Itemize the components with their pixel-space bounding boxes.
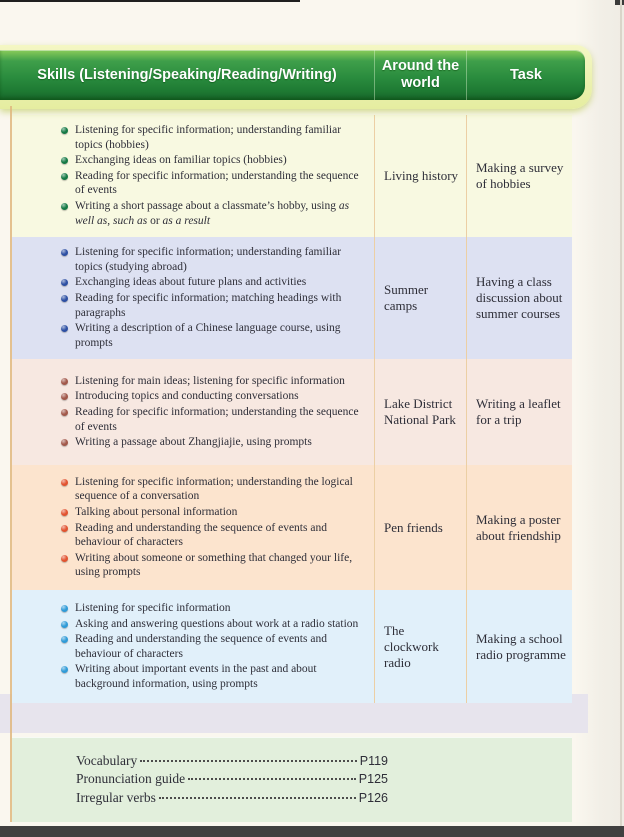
- dotted-leader: [140, 760, 357, 762]
- around-the-world-text: Living history: [384, 168, 459, 184]
- bullet-icon: [61, 393, 68, 400]
- skill-text: Asking and answering questions about work at a radio station: [75, 617, 359, 630]
- skill-text: Introducing topics and conducting conversations: [75, 390, 299, 403]
- around-the-world-text: Pen friends: [384, 519, 443, 535]
- table-left-border: [10, 106, 12, 822]
- scan-edge-top: [0, 0, 300, 2]
- table-header-glow: [0, 45, 592, 109]
- header-around-the-world: [374, 50, 466, 100]
- skill-item: [61, 291, 368, 320]
- appendix-item: [76, 789, 388, 808]
- skill-text: Writing a passage about Zhangjiajie, using prompts: [75, 436, 312, 449]
- skill-item: [61, 199, 368, 228]
- skill-text: Reading for specific information; understanding the sequence of events: [75, 169, 359, 197]
- skill-item: [61, 275, 368, 290]
- around-the-world-text: Summer camps: [384, 282, 429, 314]
- appendix-item-label: Irregular verbs: [76, 789, 156, 805]
- skill-item: [61, 405, 368, 434]
- around-the-world-cell: [374, 465, 466, 590]
- dotted-leader: [159, 797, 356, 799]
- appendix-item-page: P119: [359, 753, 388, 768]
- task-cell: [466, 115, 572, 237]
- header-task-label: Task: [510, 66, 542, 83]
- dotted-leader: [188, 778, 356, 780]
- skills-list: [12, 590, 374, 703]
- bullet-icon: [61, 666, 68, 673]
- bullet-icon: [61, 605, 68, 612]
- bullet-icon: [61, 525, 68, 532]
- bullet-icon: [61, 555, 68, 562]
- appendix-item: [76, 752, 388, 771]
- appendix-item-label: Vocabulary: [76, 752, 138, 768]
- scan-edge-bottom: [0, 826, 624, 837]
- around-the-world-text: Lake District National Park: [384, 396, 456, 428]
- table-row: [12, 359, 572, 465]
- skill-item: [61, 169, 368, 198]
- header-skills-label: Skills (Listening/Speaking/Reading/Writing): [37, 66, 337, 83]
- around-the-world-cell: [374, 590, 466, 703]
- around-the-world-cell: [374, 359, 466, 465]
- bullet-icon: [61, 378, 68, 385]
- skill-item: [61, 521, 368, 550]
- skill-text: Writing a description of a Chinese language course, using prompts: [75, 322, 341, 349]
- page-edge-line: [620, 0, 622, 837]
- skill-item: [61, 435, 368, 450]
- skill-item: [61, 245, 368, 274]
- skill-item: [61, 505, 368, 520]
- task-cell: [466, 359, 572, 465]
- skill-text: Exchanging ideas about future plans and activities: [75, 276, 307, 289]
- skill-text: Exchanging ideas on familiar topics (hobbies): [75, 154, 287, 167]
- around-the-world-text: The clockwork radio: [384, 623, 439, 670]
- skill-text: Writing about someone or something that changed your life, using prompts: [75, 551, 353, 579]
- skill-text: Reading for specific information; matching headings with paragraphs: [75, 291, 342, 319]
- skill-item: [61, 551, 368, 580]
- contents-table-rows: [12, 115, 572, 703]
- bullet-icon: [61, 295, 68, 302]
- bullet-icon: [61, 173, 68, 180]
- skill-item: [61, 662, 368, 691]
- skill-item: [61, 321, 368, 350]
- task-text: Having a class discussion about summer courses: [476, 274, 563, 322]
- skill-item: [61, 617, 368, 632]
- table-header: [0, 50, 585, 100]
- appendix-list: [76, 752, 388, 808]
- task-text: Making a survey of hobbies: [476, 160, 564, 192]
- skill-text: Reading and understanding the sequence of events and behaviour of characters: [75, 521, 327, 549]
- header-skills: [0, 65, 374, 86]
- table-row: [12, 465, 572, 590]
- skill-text: Listening for specific information: [75, 602, 231, 615]
- skill-text: Writing about important events in the past and about background information, using prompts: [75, 663, 317, 690]
- skill-text: Reading for specific information; understanding the sequence of events: [75, 406, 359, 433]
- bullet-icon: [61, 157, 68, 164]
- header-around-label: Around the world: [381, 58, 460, 91]
- task-text: Making a poster about friendship: [476, 511, 561, 543]
- skill-text: Listening for specific information; understanding familiar topics (studying abroad): [75, 246, 342, 273]
- appendix-item-label: Pronunciation guide: [76, 771, 186, 787]
- skill-item: [61, 153, 368, 168]
- task-text: Making a school radio programme: [476, 630, 566, 662]
- bullet-icon: [61, 325, 68, 332]
- skill-text: Listening for specific information; understanding the logical sequence of a conversation: [75, 475, 353, 503]
- appendix-item-page: P125: [358, 772, 388, 787]
- header-task: [466, 50, 585, 100]
- bullet-icon: [61, 439, 68, 446]
- skill-item: [61, 374, 368, 389]
- table-row: [12, 237, 572, 359]
- bullet-icon: [61, 127, 68, 134]
- bullet-icon: [61, 409, 68, 416]
- skill-item: [61, 123, 368, 152]
- appendix-item: [76, 770, 388, 789]
- skills-list: [12, 465, 374, 590]
- skill-item: [61, 632, 368, 661]
- table-row: [12, 115, 572, 237]
- task-cell: [466, 465, 572, 590]
- bullet-icon: [61, 621, 68, 628]
- skill-text: Listening for main ideas; listening for specific information: [75, 374, 345, 387]
- skill-text: Reading and understanding the sequence of events and behaviour of characters: [75, 633, 327, 660]
- bullet-icon: [61, 479, 68, 486]
- skill-item: [61, 601, 368, 616]
- bullet-icon: [61, 249, 68, 256]
- around-the-world-cell: [374, 237, 466, 359]
- bullet-icon: [61, 636, 68, 643]
- appendix-item-page: P126: [358, 790, 388, 805]
- around-the-world-cell: [374, 115, 466, 237]
- bullet-icon: [61, 509, 68, 516]
- task-cell: [466, 237, 572, 359]
- skill-text: Listening for specific information; understanding familiar topics (hobbies): [75, 124, 342, 151]
- bullet-icon: [61, 203, 68, 210]
- skill-text: Talking about personal information: [75, 505, 238, 518]
- skills-list: [12, 359, 374, 465]
- table-row: [12, 590, 572, 703]
- skill-item: [61, 389, 368, 404]
- skill-item: [61, 475, 368, 504]
- appendix-panel: [12, 737, 572, 822]
- skills-list: [12, 237, 374, 359]
- task-text: Writing a leaflet for a trip: [476, 396, 561, 428]
- task-cell: [466, 590, 572, 703]
- bullet-icon: [61, 279, 68, 286]
- skill-text: Writing a short passage about a classmate’s hobby, using as well as, such as or as a result: [75, 199, 350, 227]
- skills-list: [12, 115, 374, 237]
